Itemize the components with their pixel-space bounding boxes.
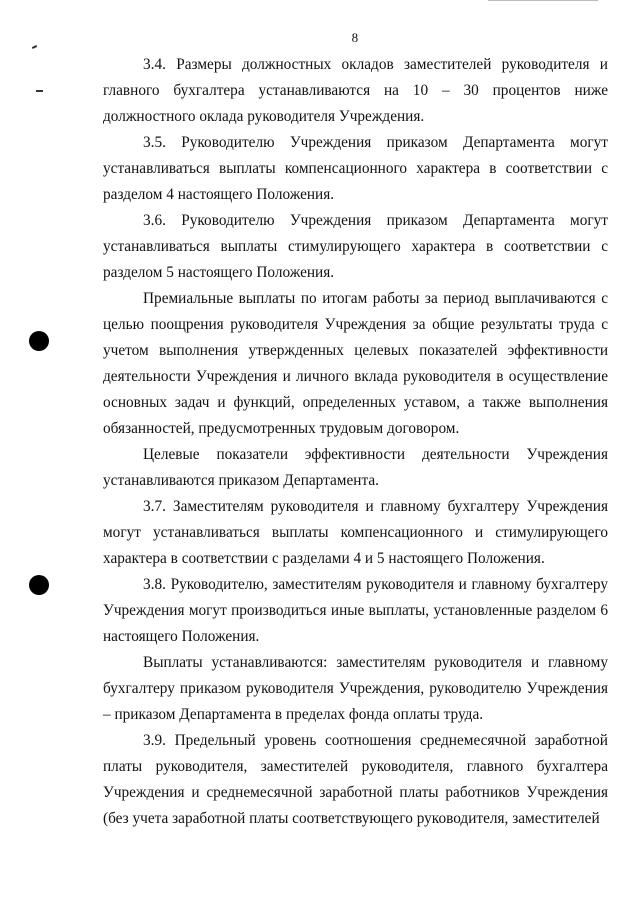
- paragraph-3-7: 3.7. Заместителям руководителя и главному бухгалтеру Учреждения могут устанавливаться выплаты компенсационного и стимулирующего характера в соответствии с разделами 4 и 5 настоящего Положения.: [103, 498, 608, 567]
- paragraph-3-9: 3.9. Предельный уровень соотношения среднемесячной заработной платы руководителя, заместителей руководителя, главного бухгалтера Учреждения и среднемесячной заработной платы работников Учреждения (без учета заработной платы соответствующего руководителя, заместителей: [103, 732, 608, 827]
- punch-hole-mark: [29, 575, 49, 595]
- paragraph-bonus-payments: Премиальные выплаты по итогам работы за период выплачиваются с целью поощрения руководителя Учреждения за общие результаты труда с учетом выполнения утвержденных целевых показателей эффективности деятельности Учреждения и личного вклада руководителя в осуществление основных задач и функций, определенных уставом, а также выполнения обязанностей, предусмотренных трудовым договором.: [103, 290, 608, 437]
- paragraph-3-6: 3.6. Руководителю Учреждения приказом Департамента могут устанавливаться выплаты стимулирующего характера в соответствии с разделом 5 настоящего Положения.: [103, 212, 608, 281]
- page-number: 8: [351, 30, 359, 45]
- document-body: [103, 52, 608, 832]
- paragraph-target-indicators: Целевые показатели эффективности деятельности Учреждения устанавливаются приказом Департамента.: [103, 446, 608, 489]
- scan-speck: [36, 90, 43, 92]
- paragraph-3-5: 3.5. Руководителю Учреждения приказом Департамента могут устанавливаться выплаты компенсационного характера в соответствии с разделом 4 настоящего Положения.: [103, 134, 608, 203]
- scan-edge-line: [488, 0, 598, 1]
- paragraph-payments-established: Выплаты устанавливаются: заместителям руководителя и главному бухгалтеру приказом руководителя Учреждения, руководителю Учреждения – приказом Департамента в пределах фонда оплаты труда.: [103, 654, 608, 723]
- paragraph-3-4: 3.4. Размеры должностных окладов заместителей руководителя и главного бухгалтера устанавливаются на 10 – 30 процентов ниже должностного оклада руководителя Учреждения.: [103, 56, 608, 125]
- paragraph-3-8: 3.8. Руководителю, заместителям руководителя и главному бухгалтеру Учреждения могут производиться иные выплаты, установленные разделом 6 настоящего Положения.: [103, 576, 608, 645]
- punch-hole-mark: [29, 331, 49, 351]
